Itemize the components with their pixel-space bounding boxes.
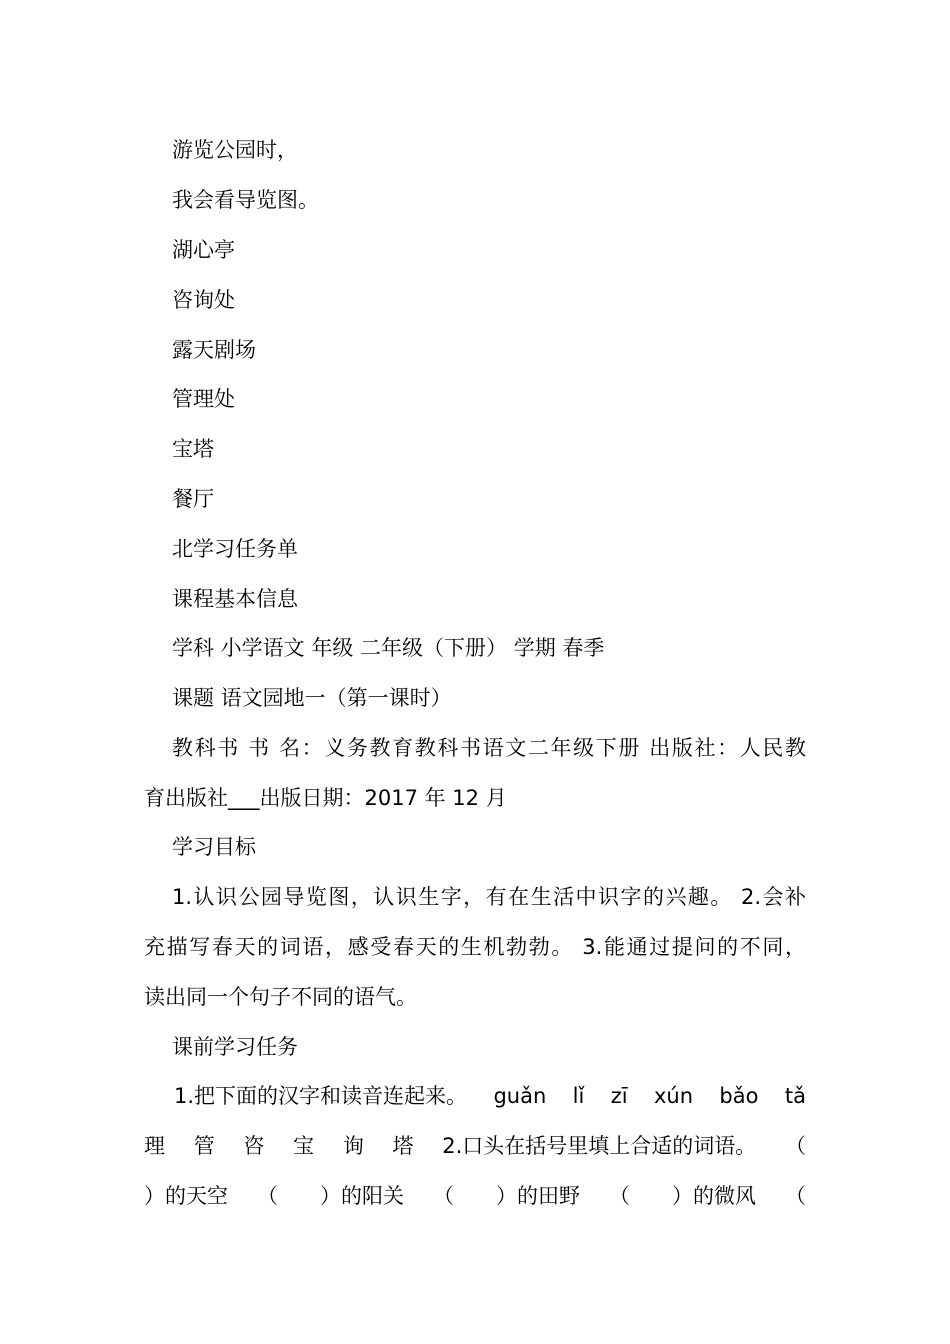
task2-label: 2.口头在括号里填上合适的词语。 [442,1134,757,1158]
char-item: 询 [342,1134,364,1158]
char-item: 管 [193,1134,215,1158]
textbook-line-1: 教科书 书 名：义务教育教科书语文二年级下册 出版社：人民教 [172,736,806,760]
topic-row: 课题 语文园地一（第一课时） [172,686,452,710]
char-item: 理 [144,1134,165,1158]
blank-open: （ [784,1134,806,1158]
goals-line-3: 读出同一个句子不同的语气。 [144,985,417,1009]
fill-item: （ ）的微风 [609,1184,756,1208]
char-item: 塔 [392,1134,414,1158]
place-item: 露天剧场 [172,338,256,362]
goals-line-2: 充描写春天的词语，感受春天的生机勃勃。 3.能通过提问的不同， [144,935,806,959]
pinyin-item: xún [653,1084,694,1108]
place-item: 咨询处 [172,288,235,312]
fill-item: （ [785,1184,806,1208]
pinyin-item: guǎn [493,1084,547,1108]
sheet-title: 北学习任务单 [172,537,298,561]
goals-line-1: 1.认识公园导览图，认识生字，有在生活中识字的兴趣。 2.会补 [172,885,806,909]
textbook-line-2: 育出版社___出版日期：2017 年 12 月 [144,786,507,810]
char-item: 宝 [293,1134,315,1158]
subject-row: 学科 小学语文 年级 二年级（下册） 学期 春季 [172,636,605,660]
tasks-heading: 课前学习任务 [172,1035,298,1059]
task1-row [174,1083,806,1109]
pinyin-item: tǎ [784,1084,806,1108]
fill-item: （ ）的阳关 [257,1184,404,1208]
intro-line-2: 我会看导览图。 [172,188,319,212]
char-item: 咨 [243,1134,265,1158]
place-item: 管理处 [172,387,235,411]
task1-label: 1.把下面的汉字和读音连起来。 [174,1084,468,1108]
place-item: 餐厅 [172,487,214,511]
place-item: 宝塔 [172,437,214,461]
pinyin-item: zī [610,1084,628,1108]
pinyin-item: bǎo [719,1084,759,1108]
fill-blank-row [144,1183,806,1209]
goals-heading: 学习目标 [172,835,256,859]
course-info-heading: 课程基本信息 [172,587,298,611]
fill-item: ）的天空 [144,1184,228,1208]
intro-line-1: 游览公园时， [172,138,298,162]
place-item: 湖心亭 [172,238,235,262]
fill-item: （ ）的田野 [433,1184,580,1208]
pinyin-item: lǐ [572,1084,585,1108]
task2-row [144,1133,806,1159]
